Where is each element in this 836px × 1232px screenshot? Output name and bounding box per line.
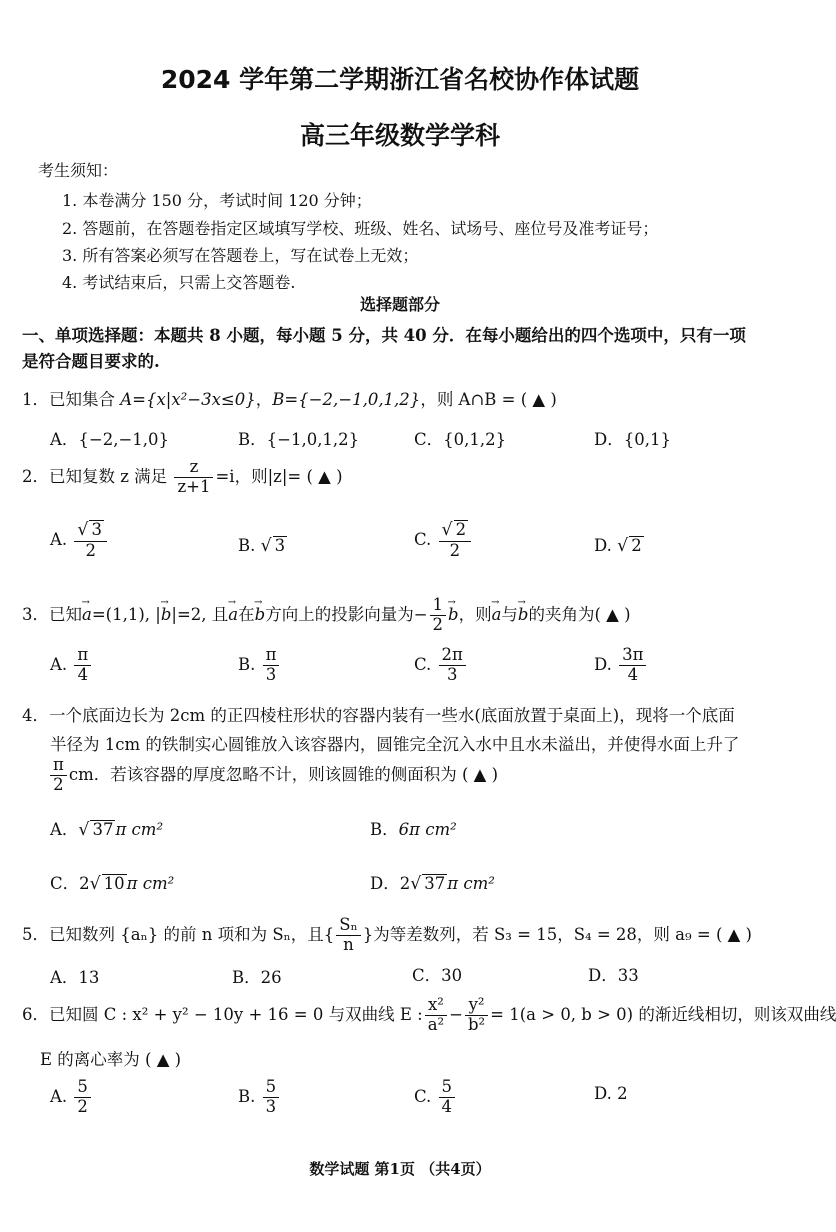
q6-frac-den: a² [427,1014,445,1034]
q6-option-a [50,1078,93,1117]
q5-option-b: B．26 [232,968,282,987]
q2-stem-mid: =i，则|z|= [215,466,302,486]
page-footer: 数学试题 第1页 （共4页） [309,1160,491,1178]
q5-option-d: D．33 [588,966,639,985]
q6-opt-frac [74,1078,91,1117]
q3-opt-frac [439,646,466,685]
option-label: A． [50,820,79,839]
q6-option-b [238,1078,281,1117]
q2-option-b: B. √ 3 [238,536,286,556]
q3-frac-num: 1 [430,596,447,616]
exam-title: 2024 学年第二学期浙江省名校协作体试题 [160,65,640,94]
q4-line: 一个底面边长为 2cm 的正四棱柱形状的容器内装有一些水(底面放置于桌面上)，现将一个底面 [49,706,735,725]
q3-text: 的夹角为 [528,604,595,624]
q4-option-a: A．√ 37 π cm² [50,820,164,840]
q2-stem-prefix: 已知复数 z 满足 [49,466,168,486]
q2-option-a [50,520,109,561]
q2-option-d: D. √ 2 [594,536,642,556]
question-number: 5． [22,924,49,944]
q6-opt-frac [263,1078,280,1117]
q5-text: 已知数列 {aₙ} 的前 n 项和为 Sₙ，且{ [49,924,335,944]
vector-b: → b [448,605,459,624]
q2-opt-c-den: 2 [449,540,461,560]
question-6 [22,996,836,1035]
q5-option-c: C．30 [412,966,463,985]
notice-item: 2. 答题前，在答题卷指定区域填写学校、班级、姓名、试场号、座位号及准考证号； [62,219,659,238]
q6-opt-frac [439,1078,456,1117]
q6-line-2 [40,1046,181,1070]
q3-opt-den: 3 [446,664,458,684]
q4-line-2: 半径为 1cm 的铁制实心圆锥放入该容器内，圆锥完全沉入水中且水未溢出，并使得水面上升了 [50,735,740,754]
q2-opt-a-rad: 3 [91,520,102,539]
option-label: A. [50,654,68,674]
q1-stem-prefix: 已知集合 [49,390,115,409]
answer-mark: ( ▲ ) [715,924,752,944]
q2-frac-num: z [174,458,213,478]
q3-opt-num: 3π [619,646,646,666]
q4-fraction [50,756,67,795]
q4-opt-d-unit: π cm² [447,874,495,893]
question-number: 4． [22,706,49,725]
q4-opt-c-unit: π cm² [126,874,175,893]
q4-opt-a-unit: π cm² [115,820,164,839]
q4-frac-den: 2 [53,774,64,794]
section-instruction: 一、单项选择题：本题共 8 小题，每小题 5 分，共 40 分．在每小题给出的四个选项中，只有一项 [22,326,746,345]
question-number: 1． [22,390,49,409]
q4-line: cm．若该容器的厚度忽略不计，则该圆锥的侧面积为 [68,764,457,784]
q3-option-a [50,646,93,685]
q3-option-d [594,646,648,685]
q6-option-d: D. 2 [594,1084,628,1103]
q3-opt-num: π [74,646,91,666]
q3-opt-frac [263,646,280,685]
q1-option-d: D．{0,1} [594,430,671,449]
question-5 [22,916,752,955]
option-label: A. [50,529,68,549]
question-2 [22,458,343,497]
answer-mark: ( ▲ ) [594,604,631,624]
q3-opt-frac [74,646,91,685]
q2-fraction [174,458,213,497]
q1-option-b: B．{−1,0,1,2} [238,430,360,449]
q4-opt-c-coef: 2 [79,874,90,893]
q3-opt-num: 2π [439,646,466,666]
q6-opt-num: 5 [74,1078,91,1098]
option-label: C. [414,1086,432,1106]
option-label: D. [594,654,612,674]
q6-opt-den: 2 [77,1096,88,1116]
q6-opt-den: 3 [265,1096,277,1116]
q4-option-b [370,816,457,840]
answer-mark: ( ▲ ) [462,764,499,784]
q6-fraction-1 [425,996,447,1035]
section-instruction-cont: 是符合题目要求的. [22,352,160,371]
notice-item: 1. 本卷满分 150 分，考试时间 120 分钟； [62,191,372,210]
q5-frac-den: n [343,934,354,954]
vector-a: → a [82,605,92,624]
q4-option-d: D．2√ 37 π cm² [370,874,495,894]
option-label: C. [414,529,432,549]
q4-opt-a-rad: 37 [92,820,114,839]
vector-b: → b [161,605,172,624]
answer-mark: ( ▲ ) [520,390,557,409]
q3-opt-num: π [263,646,280,666]
q6-opt-num: 5 [439,1078,456,1098]
vector-b: → b [255,605,266,624]
option-label: D． [370,874,400,893]
vector-a: → a [492,605,502,624]
question-number: 2． [22,466,49,486]
q4-frac-num: π [50,756,67,776]
q3-option-c [414,646,468,685]
question-number: 3． [22,604,49,624]
question-number: 6． [22,1004,49,1024]
q3-text: =(1,1), | [91,604,161,624]
vector-b: → b [518,605,529,624]
q4-opt-d-rad: 37 [424,874,446,893]
q3-frac-den: 2 [432,614,444,634]
answer-mark: ( ▲ ) [145,1050,182,1069]
q6-text: = 1(a > 0, b > 0) 的渐近线相切，则该双曲线 [490,1004,836,1024]
q2-opt-a-frac: $\frac{√ 3}{2}$ [74,520,107,561]
question-3 [22,596,631,635]
q1-set-a: A={x|x²−3x≤0} [120,390,256,409]
notice-item: 3. 所有答案必须写在答题卷上，写在试卷上无效； [62,246,419,265]
option-label: B. [238,1086,256,1106]
q3-opt-frac [619,646,646,685]
q6-frac-num: y² [465,996,488,1016]
q1-sep: ， [255,390,273,409]
section-title: 选择题部分 [359,295,440,314]
q3-fraction [430,596,447,635]
question-4 [22,702,735,726]
q2-option-c [414,520,473,561]
q3-opt-den: 4 [627,664,639,684]
q1-ask: ，则 A∩B = [420,390,516,409]
option-label: D. [594,536,612,555]
q6-text: 已知圆 C : x² + y² − 10y + 16 = 0 与双曲线 E : [49,1004,423,1024]
q5-frac-num: Sₙ [336,916,360,936]
q4-opt-c-rad: 10 [103,874,125,893]
q3-opt-den: 3 [265,664,277,684]
question-1 [22,386,557,410]
q3-text: ，则 [458,604,492,624]
q6-opt-num: 5 [263,1078,280,1098]
q6-frac-num: x² [425,996,447,1016]
q5-fraction [336,916,360,955]
answer-mark: ( ▲ ) [306,466,343,486]
q4-opt-d-coef: 2 [399,874,411,893]
option-label: C． [50,874,80,893]
q3-text: 与 [501,604,518,624]
q3-text: 在 [238,604,255,624]
q4-line-3 [48,756,498,795]
q1-option-a: A．{−2,−1,0} [50,430,170,449]
option-label: B. [238,536,256,555]
q2-opt-c-rad: 2 [455,520,467,539]
q5-text: }为等差数列，若 S₃ = 15，S₄ = 28，则 a₉ = [362,924,711,944]
q6-option-c [414,1078,457,1117]
notice-item: 4. 考试结束后，只需上交答题卷. [62,273,296,292]
q3-text: |=2, 且 [171,604,229,624]
option-label: C. [414,654,432,674]
q3-text: 方向上的投影向量为− [265,604,428,624]
q2-frac-den: z+1 [177,476,211,496]
q4-option-c: C．2√ 10 π cm² [50,874,175,894]
option-label: B. [238,654,256,674]
q2-opt-a-den: 2 [85,540,96,560]
q5-option-a: A．13 [50,968,100,987]
q6-fraction-2 [465,996,488,1035]
q6-opt-den: 4 [441,1096,453,1116]
q2-opt-d-rad: 2 [631,536,642,555]
option-label: B． [370,820,399,839]
exam-subtitle: 高三年级数学学科 [299,121,500,150]
q2-opt-b-rad: 3 [274,536,286,555]
notice-heading: 考生须知： [38,161,119,180]
option-label: A. [50,1086,68,1106]
q1-option-c: C．{0,1,2} [414,430,507,449]
q1-set-b: B={−2,−1,0,1,2} [272,390,421,409]
q2-opt-c-frac: $\frac{√ 2}{2}$ [439,520,472,561]
q6-frac-den: b² [467,1014,486,1034]
q3-opt-den: 4 [77,664,89,684]
q3-text: 已知 [49,604,82,624]
vector-a: → a [228,605,238,624]
q3-option-b [238,646,281,685]
q4-opt-b-value: 6π cm² [398,820,457,839]
q6-text: E 的离心率为 [40,1050,140,1069]
q6-minus: − [449,1004,463,1024]
